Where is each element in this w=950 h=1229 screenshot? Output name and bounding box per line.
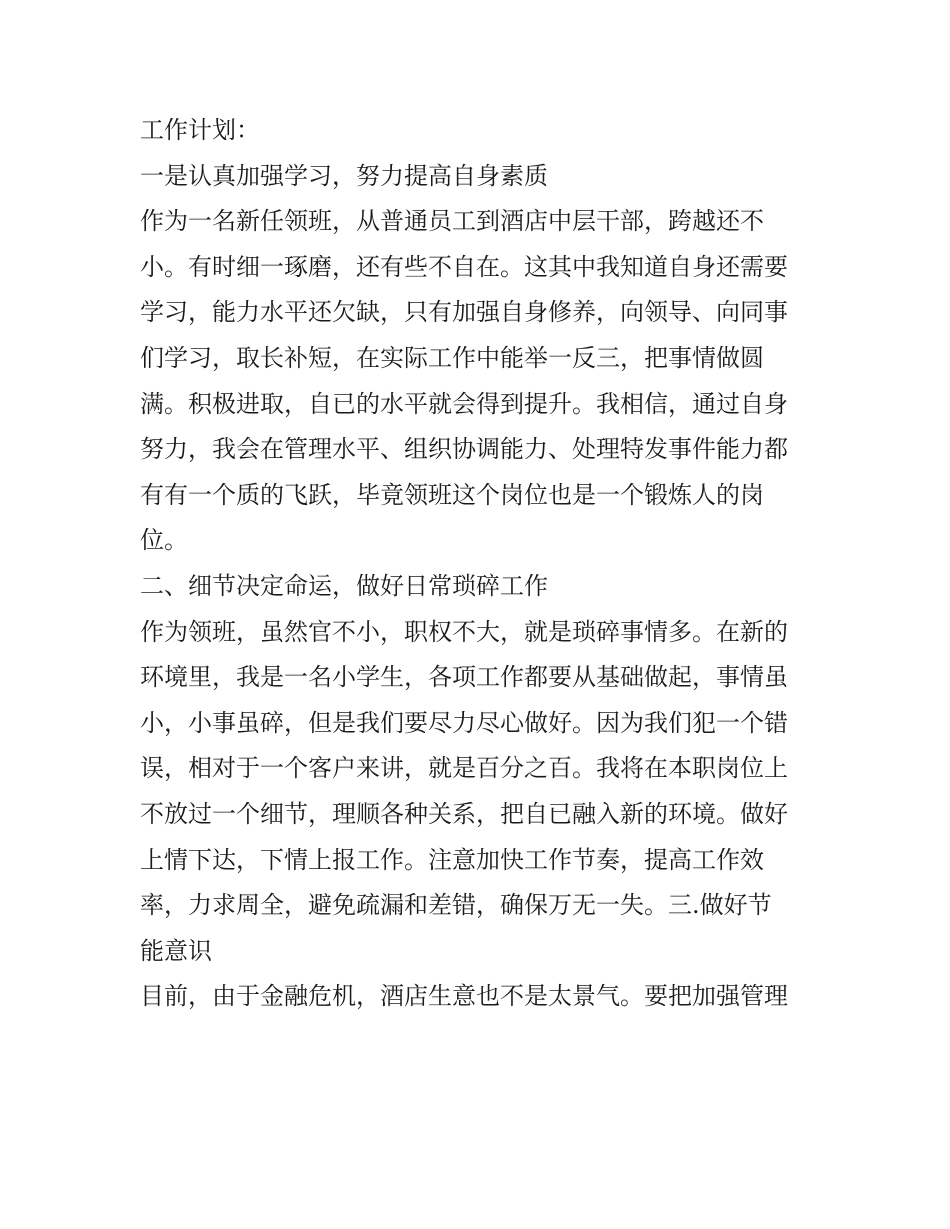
paragraph-line: 有有一个质的飞跃，毕竟领班这个岗位也是一个锻炼人的岗 bbox=[140, 480, 764, 509]
paragraph-line: 小，小事虽碎，但是我们要尽力尽心做好。因为我们犯一个错 bbox=[140, 708, 788, 737]
paragraph-line: 们学习，取长补短，在实际工作中能举一反三，把事情做圆 bbox=[140, 343, 764, 372]
paragraph-line: 满。积极进取，自已的水平就会得到提升。我相信，通过自身 bbox=[140, 389, 788, 418]
paragraph-line: 上情下达，下情上报工作。注意加快工作节奏，提高工作效 bbox=[140, 845, 764, 874]
paragraph-line: 小。有时细一琢磨，还有些不自在。这其中我知道自身还需要 bbox=[140, 252, 788, 281]
paragraph-line: 能意识 bbox=[140, 936, 212, 965]
paragraph-line: 误，相对于一个客户来讲，就是百分之百。我将在本职岗位上 bbox=[140, 754, 788, 783]
heading-work-plan: 工作计划： bbox=[140, 116, 260, 144]
paragraph-line: 努力，我会在管理水平、组织协调能力、处理特发事件能力都 bbox=[140, 435, 788, 464]
paragraph-line: 不放过一个细节，理顺各种关系，把自已融入新的环境。做好 bbox=[140, 799, 788, 828]
paragraph-line: 环境里，我是一名小学生，各项工作都要从基础做起，事情虽 bbox=[140, 663, 788, 692]
paragraph-line: 率，力求周全，避免疏漏和差错，确保万无一失。三.做好节 bbox=[140, 891, 772, 920]
paragraph-line: 作为领班，虽然官不小，职权不大，就是琐碎事情多。在新的 bbox=[140, 617, 788, 646]
paragraph-line: 目前，由于金融危机，酒店生意也不是太景气。要把加强管理 bbox=[140, 982, 788, 1011]
section-heading-study: 一是认真加强学习，努力提高自身素质 bbox=[140, 161, 548, 190]
paragraph-line: 学习，能力水平还欠缺，只有加强自身修养，向领导、向同事 bbox=[140, 298, 788, 327]
paragraph-line: 位。 bbox=[140, 526, 188, 555]
document-body bbox=[140, 108, 820, 1020]
section-heading-details: 二、细节决定命运，做好日常琐碎工作 bbox=[140, 571, 548, 600]
paragraph-line: 作为一名新任领班，从普通员工到酒店中层干部，跨越还不 bbox=[140, 207, 764, 236]
